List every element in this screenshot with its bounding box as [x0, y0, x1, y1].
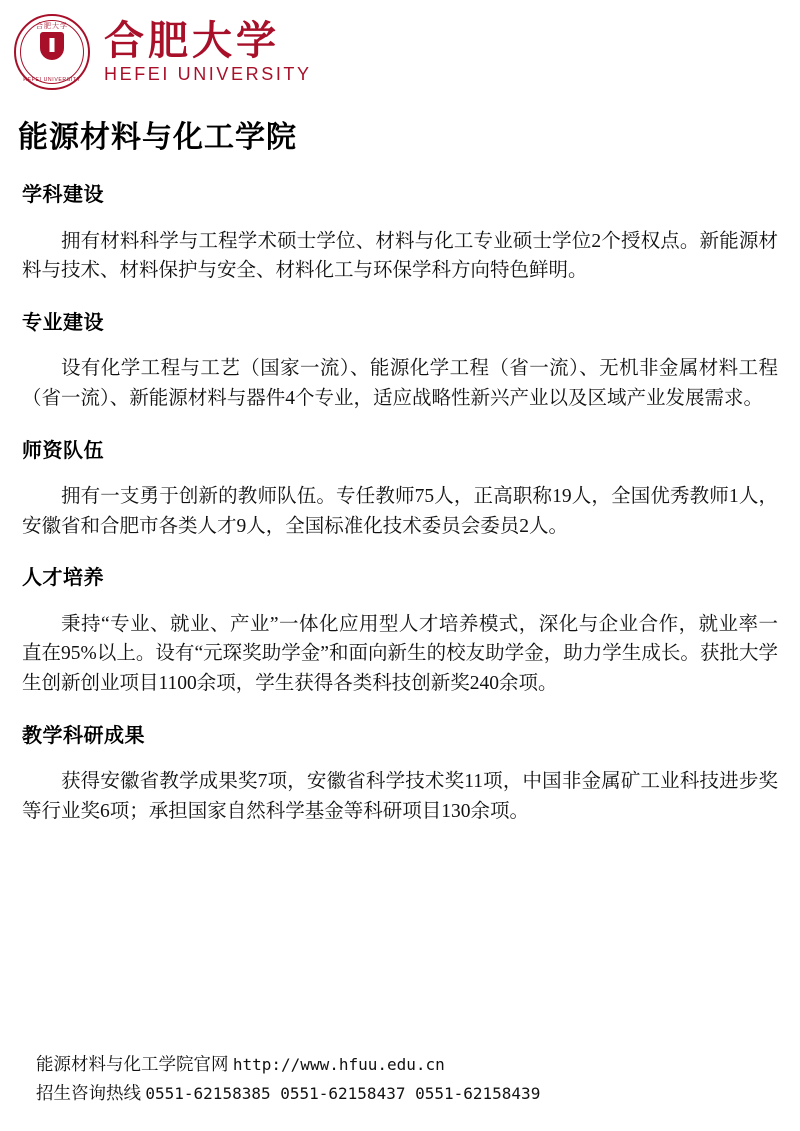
section-text: 拥有一支勇于创新的教师队伍。专任教师75人，正高职称19人，全国优秀教师1人，安徽省和合肥市各类人才9人，全国标准化技术委员会委员2人。	[22, 486, 778, 537]
section-heading: 教学科研成果	[22, 724, 145, 747]
university-wordmark	[104, 17, 312, 85]
section-program-construction	[22, 306, 778, 414]
section-text: 获得安徽省教学成果奖7项，安徽省科学技术奖11项，中国非金属矿工业科技进步奖等行业奖6项；承担国家自然科学基金等科研项目130余项。	[22, 771, 778, 822]
section-text: 设有化学工程与工艺（国家一流）、能源化学工程（省一流）、无机非金属材料工程（省一流）、新能源材料与器件4个专业，适应战略性新兴产业以及区域产业发展需求。	[22, 358, 778, 409]
seal-top-text: 合肥大学	[36, 22, 68, 30]
page-footer	[36, 1050, 540, 1110]
footer-hotline-numbers: 0551-62158385 0551-62158437 0551-62158439	[145, 1084, 541, 1104]
section-teaching-research-results	[22, 719, 778, 827]
section-heading: 专业建设	[22, 311, 104, 334]
seal-shield-icon	[40, 32, 64, 60]
section-heading: 师资队伍	[22, 439, 104, 462]
footer-hotline-label: 招生咨询热线	[36, 1083, 141, 1104]
section-discipline-construction	[22, 178, 778, 286]
university-seal-icon	[14, 14, 90, 90]
page-title: 能源材料与化工学院	[18, 121, 297, 154]
section-faculty	[22, 434, 778, 542]
footer-website-line	[36, 1050, 540, 1080]
seal-bottom-text: HEFEI UNIVERSITY	[23, 77, 81, 83]
section-text: 拥有材料科学与工程学术硕士学位、材料与化工专业硕士学位2个授权点。新能源材料与技术、材料保护与安全、材料化工与环保学科方向特色鲜明。	[22, 230, 778, 282]
section-heading: 人才培养	[22, 567, 104, 590]
section-text: 秉持“专业、就业、产业”一体化应用型人才培养模式，深化与企业合作，就业率一直在95%以上。设有“元琛奖助学金”和面向新生的校友助学金，助力学生成长。获批大学生创新创业项目1100余项，学生获得各类科技创新奖240余项。	[22, 613, 778, 694]
university-name-cn: 合肥大学	[104, 17, 280, 63]
footer-hotline-line	[36, 1079, 540, 1109]
page-header	[0, 0, 800, 90]
footer-website-url[interactable]: http://www.hfuu.edu.cn	[232, 1054, 445, 1074]
footer-website-label: 能源材料与化工学院官网	[36, 1053, 229, 1074]
university-name-en: HEFEI UNIVERSITY	[104, 63, 312, 84]
section-heading: 学科建设	[22, 184, 104, 206]
content-body	[22, 178, 778, 826]
section-talent-cultivation	[22, 561, 778, 698]
